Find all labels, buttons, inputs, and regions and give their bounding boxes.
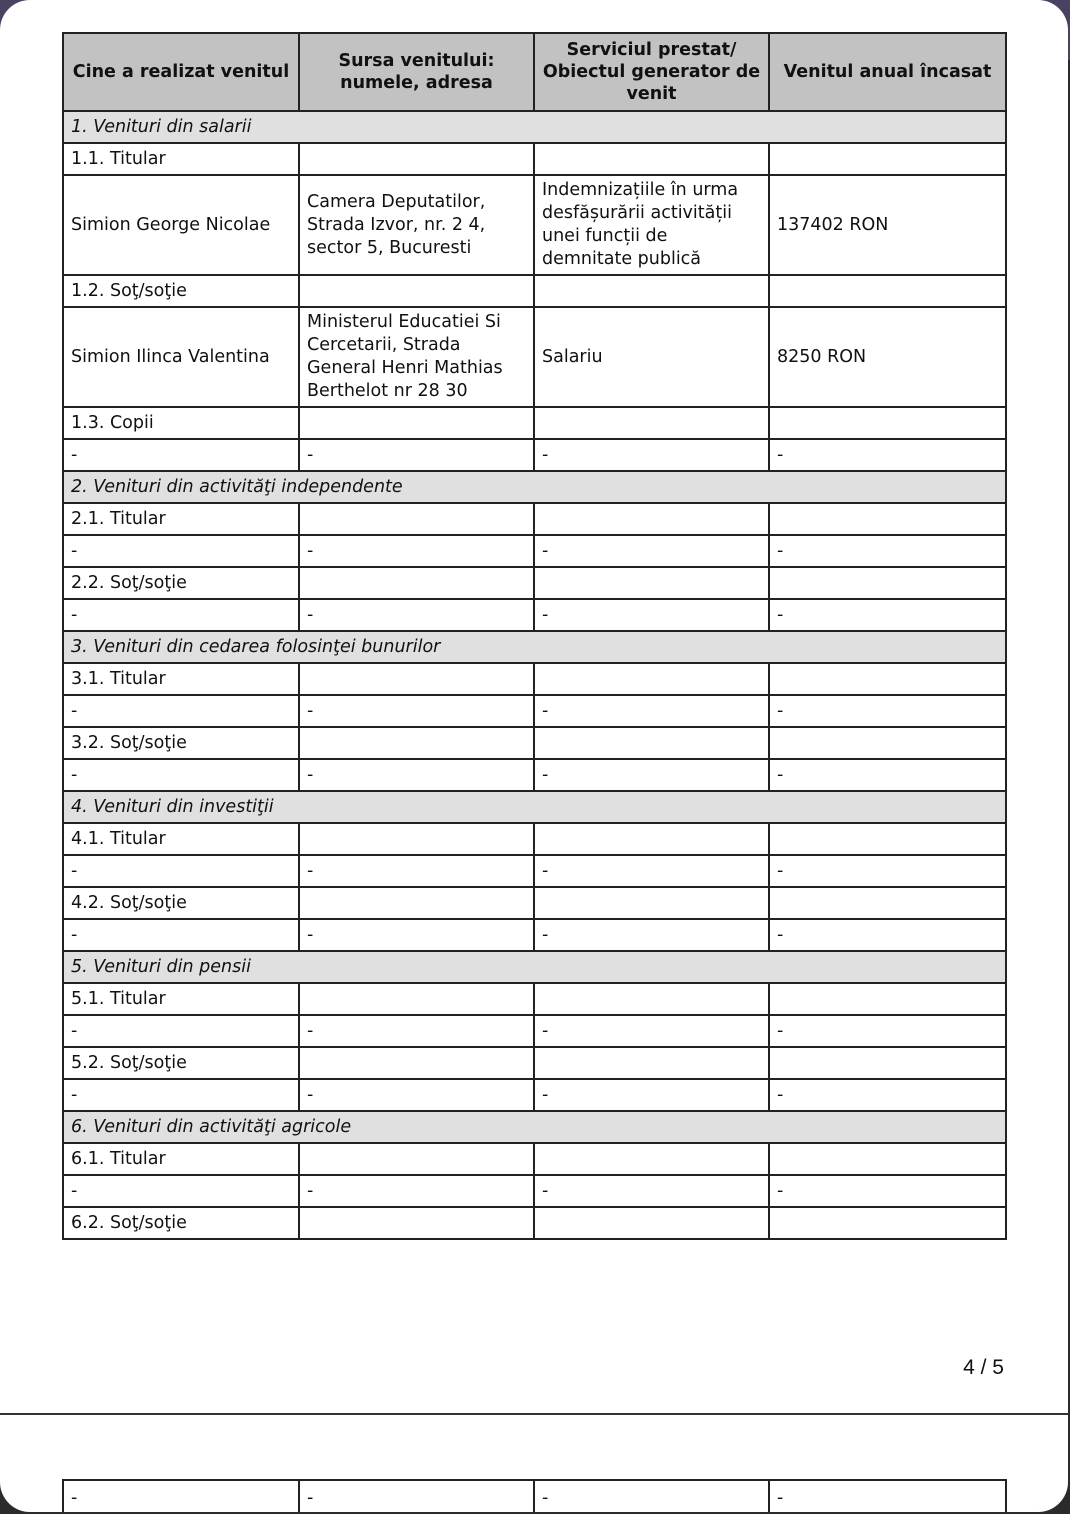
table-cell: - xyxy=(534,1175,769,1207)
table-cell: - xyxy=(299,599,534,631)
section-header-row xyxy=(63,791,1006,823)
section-header-row xyxy=(63,631,1006,663)
table-row xyxy=(63,919,1006,951)
table-row xyxy=(63,1175,1006,1207)
table-cell xyxy=(769,663,1006,695)
table-cell: - xyxy=(299,855,534,887)
section-header-row xyxy=(63,471,1006,503)
table-cell: - xyxy=(534,599,769,631)
table-cell: 137402 RON xyxy=(769,175,1006,275)
table-cell: - xyxy=(534,855,769,887)
table-cell: 1.1. Titular xyxy=(63,143,299,175)
section-label: 5. Venituri din pensii xyxy=(63,951,1006,983)
section-label: 4. Venituri din investiţii xyxy=(63,791,1006,823)
table-row xyxy=(63,567,1006,599)
table-cell xyxy=(769,503,1006,535)
table-cell: - xyxy=(299,535,534,567)
table-cell: - xyxy=(534,535,769,567)
table-cell: - xyxy=(63,759,299,791)
table-row xyxy=(63,1480,1006,1512)
table-cell: - xyxy=(769,1480,1006,1512)
table-row xyxy=(63,407,1006,439)
table-cell: - xyxy=(63,439,299,471)
table-row xyxy=(63,275,1006,307)
table-cell xyxy=(534,1143,769,1175)
table-row xyxy=(63,1207,1006,1239)
table-row xyxy=(63,307,1006,407)
table-row xyxy=(63,663,1006,695)
table-cell: - xyxy=(63,855,299,887)
table-cell xyxy=(299,663,534,695)
header-income-earner: Cine a realizat venitul xyxy=(63,33,299,111)
table-cell xyxy=(299,503,534,535)
table-cell: 2.1. Titular xyxy=(63,503,299,535)
table-cell: 1.3. Copii xyxy=(63,407,299,439)
table-cell: - xyxy=(63,1480,299,1512)
table-row xyxy=(63,727,1006,759)
table-row xyxy=(63,175,1006,275)
table-cell: - xyxy=(299,695,534,727)
page-number: 4 / 5 xyxy=(963,1356,1004,1379)
header-service-provided: Serviciul prestat/ Obiectul generator de venit xyxy=(534,33,769,111)
table-cell xyxy=(534,663,769,695)
table-cell xyxy=(534,503,769,535)
section-header-row xyxy=(63,951,1006,983)
table-row xyxy=(63,1143,1006,1175)
table-row xyxy=(63,1079,1006,1111)
table-cell: - xyxy=(534,1480,769,1512)
table-row xyxy=(63,599,1006,631)
table-row xyxy=(63,759,1006,791)
table-cell: - xyxy=(769,855,1006,887)
table-cell: Simion George Nicolae xyxy=(63,175,299,275)
table-cell xyxy=(299,1143,534,1175)
table-cell xyxy=(769,1143,1006,1175)
table-cell: - xyxy=(769,599,1006,631)
table-cell: 2.2. Soţ/soţie xyxy=(63,567,299,599)
table-cell: - xyxy=(769,439,1006,471)
table-cell: - xyxy=(299,1480,534,1512)
table-cell xyxy=(299,727,534,759)
table-row xyxy=(63,143,1006,175)
table-cell: - xyxy=(769,1175,1006,1207)
table-cell: Indemnizațiile în urma desfășurării activității unei funcții de demnitate publică xyxy=(534,175,769,275)
table-cell xyxy=(299,887,534,919)
table-cell xyxy=(769,727,1006,759)
table-cell: - xyxy=(534,919,769,951)
table-cell xyxy=(769,983,1006,1015)
table-cell: - xyxy=(63,1079,299,1111)
table-cell xyxy=(769,407,1006,439)
table-cell xyxy=(534,567,769,599)
section-label: 6. Venituri din activităţi agricole xyxy=(63,1111,1006,1143)
table-row xyxy=(63,1015,1006,1047)
table-cell xyxy=(769,823,1006,855)
table-row xyxy=(63,887,1006,919)
table-cell xyxy=(769,143,1006,175)
table-cell: 1.2. Soţ/soţie xyxy=(63,275,299,307)
table-row xyxy=(63,503,1006,535)
table-row xyxy=(63,695,1006,727)
table-cell xyxy=(534,1047,769,1079)
table-row xyxy=(63,855,1006,887)
table-cell xyxy=(534,727,769,759)
table-cell: - xyxy=(63,1175,299,1207)
table-cell: 4.2. Soţ/soţie xyxy=(63,887,299,919)
page-divider xyxy=(0,1413,1068,1415)
table-cell xyxy=(299,1207,534,1239)
section-label: 1. Venituri din salarii xyxy=(63,111,1006,143)
table-cell: - xyxy=(63,1015,299,1047)
table-cell: 3.2. Soţ/soţie xyxy=(63,727,299,759)
table-cell: - xyxy=(534,439,769,471)
table-cell: - xyxy=(534,1079,769,1111)
section-label: 2. Venituri din activităţi independente xyxy=(63,471,1006,503)
table-row xyxy=(63,1047,1006,1079)
table-cell xyxy=(299,1047,534,1079)
table-cell: - xyxy=(63,535,299,567)
table-cell: - xyxy=(769,1079,1006,1111)
table-cell: Simion Ilinca Valentina xyxy=(63,307,299,407)
table-cell: - xyxy=(769,695,1006,727)
table-cell xyxy=(534,887,769,919)
table-cell: 6.2. Soţ/soţie xyxy=(63,1207,299,1239)
table-cell xyxy=(299,275,534,307)
table-cell xyxy=(299,567,534,599)
table-cell: 5.2. Soţ/soţie xyxy=(63,1047,299,1079)
table-cell xyxy=(534,143,769,175)
table-cell: - xyxy=(769,1015,1006,1047)
table-cell: - xyxy=(769,535,1006,567)
table-row xyxy=(63,535,1006,567)
table-cell: - xyxy=(534,695,769,727)
table-cell xyxy=(299,823,534,855)
table-cell xyxy=(299,983,534,1015)
table-row xyxy=(63,439,1006,471)
table-cell: Ministerul Educatiei Si Cercetarii, Strada General Henri Mathias Berthelot nr 28 30 xyxy=(299,307,534,407)
table-cell: 6.1. Titular xyxy=(63,1143,299,1175)
table-cell: 4.1. Titular xyxy=(63,823,299,855)
table-cell xyxy=(534,823,769,855)
table-cell: - xyxy=(534,1015,769,1047)
table-header-row xyxy=(63,33,1006,111)
table-cell xyxy=(769,567,1006,599)
table-cell: - xyxy=(299,919,534,951)
table-cell xyxy=(534,275,769,307)
table-cell xyxy=(534,983,769,1015)
table-cell: - xyxy=(299,1079,534,1111)
header-annual-income: Venitul anual încasat xyxy=(769,33,1006,111)
table-cell xyxy=(299,143,534,175)
table-cell: - xyxy=(63,695,299,727)
table-cell: - xyxy=(769,759,1006,791)
section-label: 3. Venituri din cedarea folosinţei bunurilor xyxy=(63,631,1006,663)
table-cell: Camera Deputatilor, Strada Izvor, nr. 2 4, sector 5, Bucuresti xyxy=(299,175,534,275)
table-cell: - xyxy=(299,439,534,471)
table-cell: Salariu xyxy=(534,307,769,407)
table-cell: - xyxy=(63,919,299,951)
section-header-row xyxy=(63,111,1006,143)
table-cell xyxy=(769,1207,1006,1239)
table-row xyxy=(63,823,1006,855)
table-cell: - xyxy=(63,599,299,631)
table-cell: - xyxy=(769,919,1006,951)
table-cell: - xyxy=(534,759,769,791)
table-cell: 5.1. Titular xyxy=(63,983,299,1015)
table-cell xyxy=(299,407,534,439)
table-cell: 3.1. Titular xyxy=(63,663,299,695)
table-row xyxy=(63,983,1006,1015)
section-header-row xyxy=(63,1111,1006,1143)
header-income-source: Sursa venitului: numele, adresa xyxy=(299,33,534,111)
table-cell xyxy=(769,1047,1006,1079)
table-cell: - xyxy=(299,1015,534,1047)
table-cell: - xyxy=(299,759,534,791)
table-cell xyxy=(769,275,1006,307)
income-table xyxy=(62,32,1007,1240)
table-cell: - xyxy=(299,1175,534,1207)
table-cell xyxy=(534,1207,769,1239)
next-page-table xyxy=(62,1479,1007,1512)
table-cell xyxy=(769,887,1006,919)
table-cell: 8250 RON xyxy=(769,307,1006,407)
table-cell xyxy=(534,407,769,439)
